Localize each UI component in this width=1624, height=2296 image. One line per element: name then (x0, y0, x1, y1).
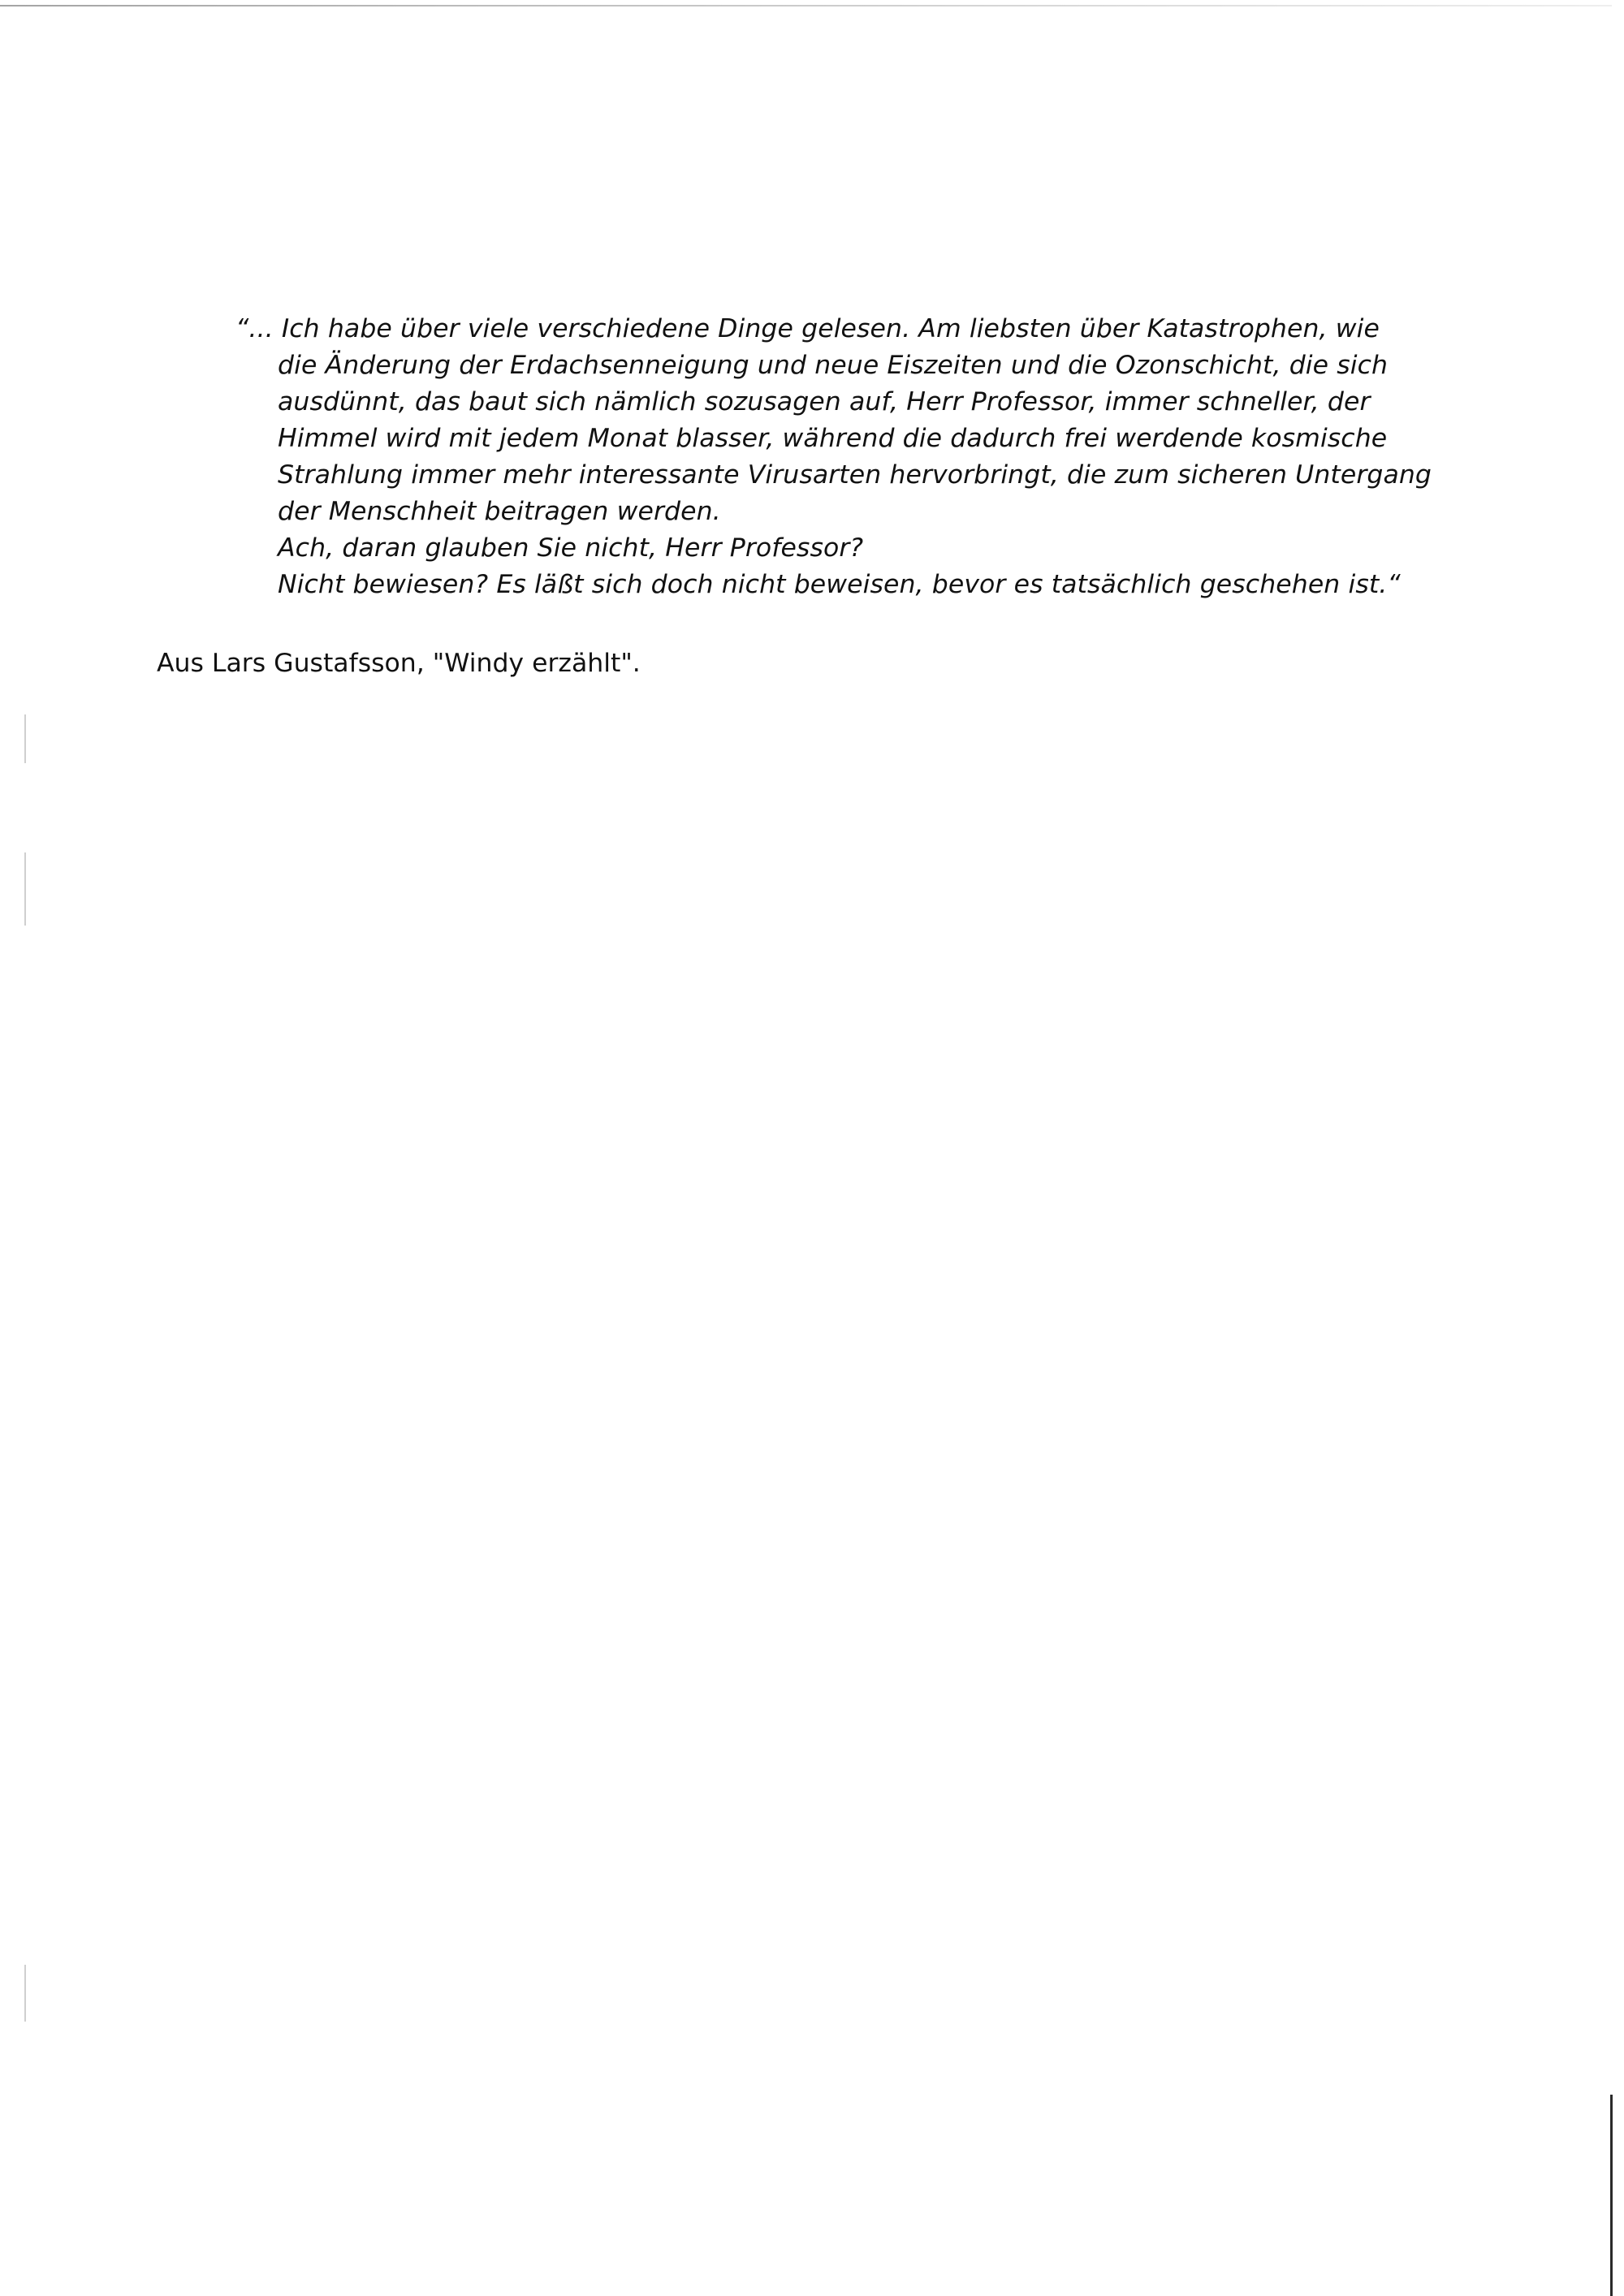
top-scan-rule (0, 5, 1612, 6)
quote-line: Himmel wird mit jedem Monat blasser, während die dadurch frei werdende kosmische (278, 424, 1388, 453)
quote-line: Ach, daran glauben Sie nicht, Herr Professor? (278, 533, 864, 563)
left-margin-speckle (24, 852, 26, 926)
left-margin-speckle (24, 1965, 26, 2022)
quote-line: ausdünnt, das baut sich nämlich sozusagen auf, Herr Professor, immer schneller, der (278, 387, 1371, 416)
quote-line: Strahlung immer mehr interessante Virusarten hervorbringt, die zum sicheren Untergang (278, 460, 1432, 490)
left-margin-speckle (24, 714, 26, 763)
epigraph-quote (235, 311, 1432, 603)
quote-line: Nicht bewiesen? Es läßt sich doch nicht beweisen, bevor es tatsächlich geschehen ist.“ (278, 570, 1401, 599)
right-margin-rule (1610, 2095, 1613, 2296)
quote-line: “... Ich habe über viele verschiedene Dinge gelesen. Am liebsten über Katastrophen, wie (235, 314, 1380, 343)
quote-source-attribution: Aus Lars Gustafsson, "Windy erzählt". (157, 649, 641, 678)
quote-line: die Änderung der Erdachsenneigung und neue Eiszeiten und die Ozonschicht, die sich (278, 351, 1389, 380)
quote-line: der Menschheit beitragen werden. (278, 497, 721, 526)
